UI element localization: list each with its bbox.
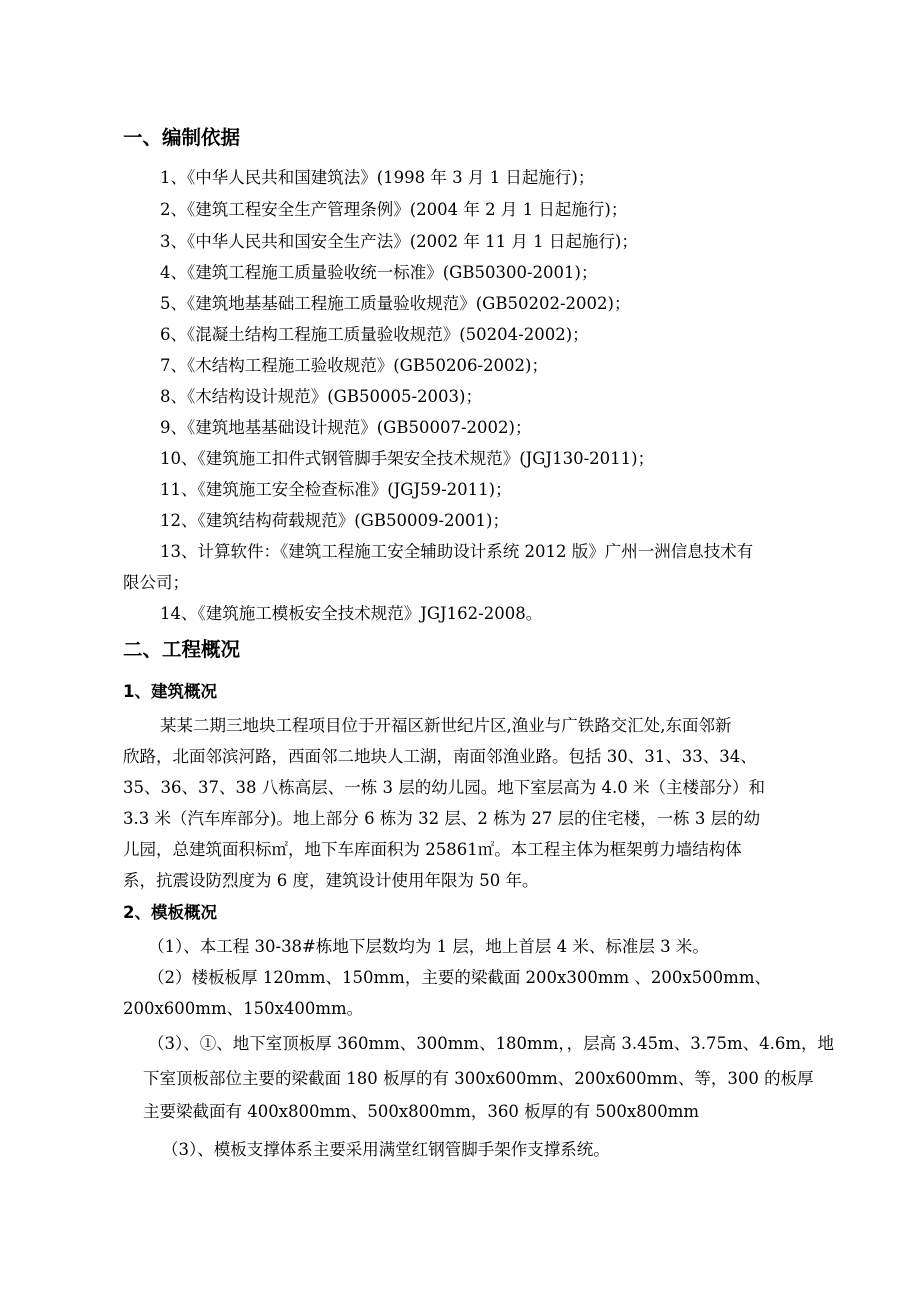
basis-item-3: 3、《中华人民共和国安全生产法》(2002 年 11 月 1 日起施行)； (160, 232, 638, 251)
basis-item-1: 1、《中华人民共和国建筑法》(1998 年 3 月 1 日起施行)； (160, 168, 595, 187)
basis-item-10: 10、《建筑施工扣件式钢管脚手架安全技术规范》(JGJ130-2011)； (160, 449, 655, 468)
building-overview-line: 欣路，北面邻滨河路，西面邻二地块人工湖，南面邻渔业路。包括 30、31、33、34、 (123, 747, 757, 766)
building-overview-line: 3.3 米（汽车库部分)。地上部分 6 栋为 32 层、2 栋为 27 层的住宅楼，一栋 3 层的幼 (123, 809, 761, 828)
formwork-overview-line: （2）楼板板厚 120mm、150mm，主要的梁截面 200x300mm 、200x500mm、 (148, 968, 771, 987)
basis-item-12: 12、《建筑结构荷载规范》(GB50009-2001)； (160, 511, 509, 530)
building-overview-line: 系，抗震设防烈度为 6 度，建筑设计使用年限为 50 年。 (123, 871, 539, 890)
formwork-overview-line: （3）、模板支撑体系主要采用满堂红钢管脚手架作支撑系统。 (162, 1140, 610, 1159)
basis-item-7: 7、《木结构工程施工验收规范》(GB50206-2002)； (160, 356, 548, 375)
basis-item-2: 2、《建筑工程安全生产管理条例》(2004 年 2 月 1 日起施行)； (160, 200, 628, 219)
basis-item-9: 9、《建筑地基基础设计规范》(GB50007-2002)； (160, 418, 532, 437)
basis-item-11: 11、《建筑施工安全检查标准》(JGJ59-2011)； (160, 480, 512, 499)
section-heading-overview: 二、工程概况 (123, 638, 241, 661)
basis-item-6: 6、《混凝土结构工程施工质量验收规范》(50204-2002)； (160, 325, 589, 344)
formwork-overview-line: 主要梁截面有 400x800mm、500x800mm，360 板厚的有 500x800mm (143, 1102, 699, 1121)
formwork-overview-line: 下室顶板部位主要的梁截面 180 板厚的有 300x600mm、200x600mm、等，300 的板厚 (143, 1069, 814, 1088)
basis-item-8: 8、《木结构设计规范》(GB50005-2003)； (160, 387, 482, 406)
subheading-formwork-overview: 2、模板概况 (123, 903, 217, 922)
basis-item-14: 14、《建筑施工模板安全技术规范》JGJ162-2008。 (160, 604, 543, 623)
building-overview-line: 35、36、37、38 八栋高层、一栋 3 层的幼儿园。地下室层高为 4.0 米（主楼部分）和 (123, 778, 765, 797)
basis-item-13: 13、计算软件：《建筑工程施工安全辅助设计系统 2012 版》广州一洲信息技术有 (160, 542, 754, 561)
building-overview-line: 某某二期三地块工程项目位于开福区新世纪片区,渔业与广铁路交汇处,东面邻新 (160, 716, 732, 735)
basis-item-5: 5、《建筑地基基础工程施工质量验收规范》(GB50202-2002)； (160, 294, 631, 313)
basis-item-13-cont: 限公司； (123, 573, 189, 592)
subheading-building-overview: 1、建筑概况 (123, 682, 217, 701)
building-overview-line: 儿园，总建筑面积标㎡，地下车库面积为 25861㎡。本工程主体为框架剪力墙结构体 (123, 840, 742, 859)
formwork-overview-line: （1）、本工程 30-38#栋地下层数均为 1 层，地上首层 4 米、标准层 3 米。 (148, 937, 709, 956)
formwork-overview-line: 200x600mm、150x400mm。 (123, 999, 364, 1018)
section-heading-basis: 一、编制依据 (123, 126, 241, 149)
formwork-overview-line: （3）、①、地下室顶板厚 360mm、300mm、180mm，，层高 3.45m、3.75m、4.6m，地 (148, 1034, 834, 1053)
basis-item-4: 4、《建筑工程施工质量验收统一标准》(GB50300-2001)； (160, 263, 598, 282)
